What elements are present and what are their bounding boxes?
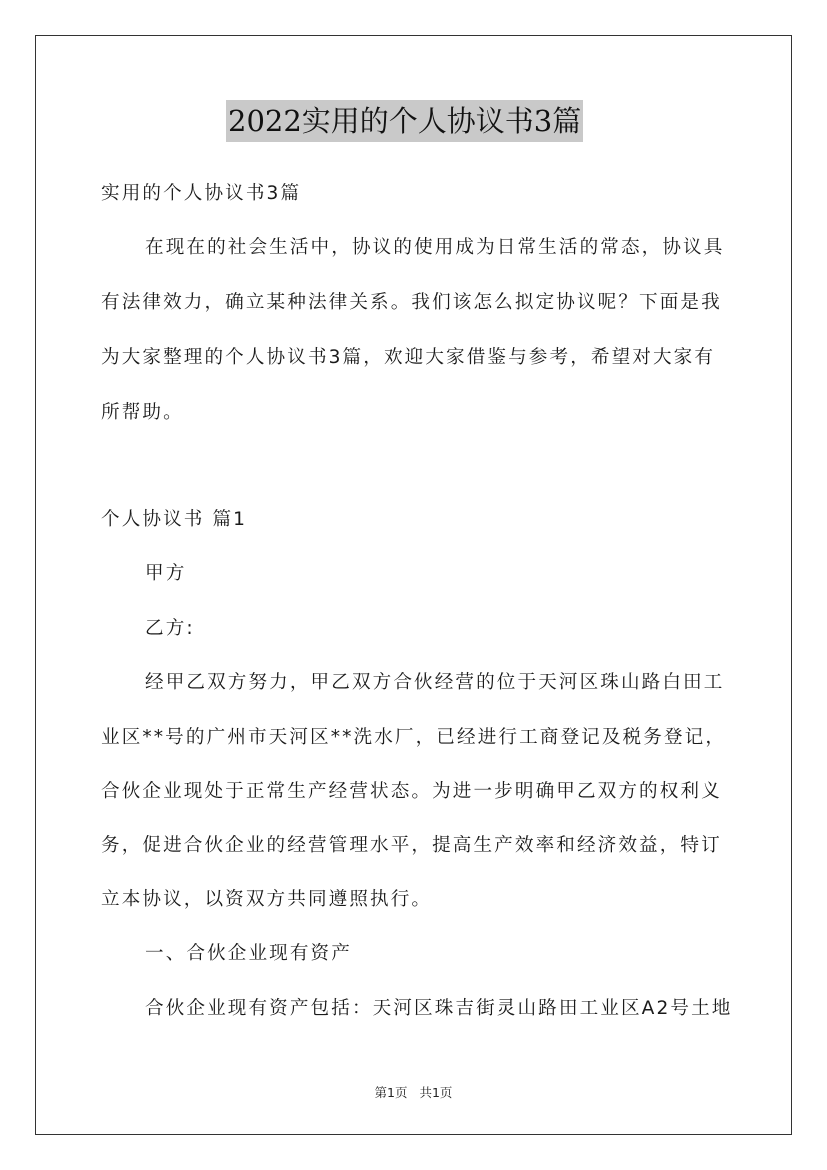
document-title: 2022实用的个人协议书3篇 [226, 100, 583, 142]
party-b: 乙方: [145, 618, 195, 639]
section-heading: 个人协议书 篇1 [101, 509, 248, 530]
page-footer [0, 1083, 827, 1101]
body-line-4: 务，促进合伙企业的经营管理水平，提高生产效率和经济效益，特订 [101, 835, 722, 856]
page-total: 共1页 [419, 1085, 453, 1100]
party-a: 甲方 [145, 563, 187, 584]
intro-line-1: 在现在的社会生活中，协议的使用成为日常生活的常态，协议具 [145, 237, 725, 258]
body-line-2: 业区**号的广州市天河区**洗水厂，已经进行工商登记及税务登记， [101, 727, 727, 748]
document-subtitle: 实用的个人协议书3篇 [101, 183, 302, 204]
intro-line-2: 有法律效力，确立某种法律关系。我们该怎么拟定协议呢？下面是我 [101, 292, 722, 313]
intro-line-4: 所帮助。 [101, 402, 184, 423]
clause-1-heading: 一、合伙企业现有资产 [145, 943, 352, 964]
page-number: 第1页 [374, 1085, 408, 1100]
clause-1-text: 合伙企业现有资产包括：天河区珠吉街灵山路田工业区A2号土地 [145, 998, 733, 1019]
body-line-1: 经甲乙双方努力，甲乙双方合伙经营的位于天河区珠山路白田工 [145, 672, 725, 693]
body-line-5: 立本协议，以资双方共同遵照执行。 [101, 889, 433, 910]
body-line-3: 合伙企业现处于正常生产经营状态。为进一步明确甲乙双方的权利义 [101, 781, 722, 802]
intro-line-3: 为大家整理的个人协议书3篇，欢迎大家借鉴与参考，希望对大家有 [101, 347, 716, 368]
